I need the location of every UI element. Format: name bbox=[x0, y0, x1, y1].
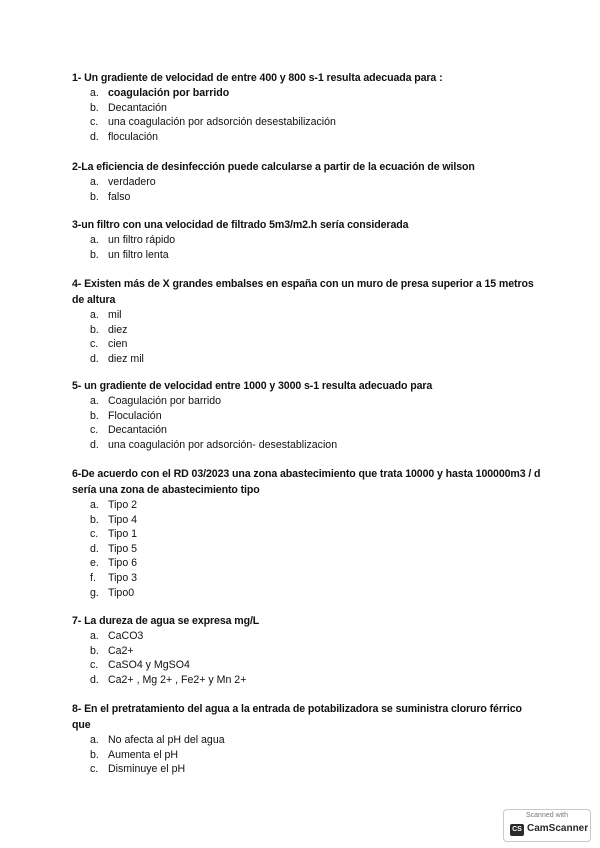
question-4 bbox=[72, 276, 542, 366]
option-letter: b. bbox=[90, 748, 99, 761]
option-letter: d. bbox=[90, 438, 99, 451]
question-text: 1- Un gradiente de velocidad de entre 400 y 800 s-1 resulta adecuada para : bbox=[72, 72, 443, 84]
option-text: mil bbox=[108, 309, 122, 321]
option-item bbox=[72, 673, 542, 688]
option-text: diez mil bbox=[108, 352, 144, 365]
option-text: verdadero bbox=[108, 176, 156, 188]
option-item bbox=[72, 586, 542, 601]
option-list bbox=[72, 308, 542, 366]
option-letter: d. bbox=[90, 352, 99, 365]
option-list bbox=[72, 498, 542, 600]
question-5 bbox=[72, 378, 542, 452]
option-text: Tipo 5 bbox=[108, 542, 138, 555]
option-text: un filtro rápido bbox=[108, 234, 176, 246]
option-item bbox=[72, 248, 542, 263]
option-letter: a. bbox=[90, 176, 99, 188]
option-item bbox=[72, 86, 542, 101]
question-text: 4- Existen más de X grandes embalses en españa con un muro de presa superior a 15 metros de altura bbox=[72, 278, 534, 306]
option-item bbox=[72, 233, 542, 248]
option-item bbox=[72, 629, 542, 644]
option-letter: a. bbox=[90, 630, 99, 642]
option-text: Disminuye el pH bbox=[108, 763, 186, 776]
option-text: Aumenta el pH bbox=[108, 748, 179, 761]
camscanner-name: CamScanner bbox=[527, 823, 589, 834]
option-text: una coagulación por adsorción desestabilización bbox=[108, 116, 336, 129]
option-list bbox=[72, 175, 542, 204]
question-1 bbox=[72, 70, 542, 144]
option-letter: e. bbox=[90, 557, 99, 570]
option-letter: b. bbox=[90, 513, 99, 526]
option-item bbox=[72, 352, 542, 367]
question-3 bbox=[72, 217, 542, 262]
option-item bbox=[72, 748, 542, 763]
question-text: 7- La dureza de agua se expresa mg/L bbox=[72, 615, 260, 627]
option-item bbox=[72, 571, 542, 586]
option-letter: b. bbox=[90, 101, 99, 114]
option-item bbox=[72, 130, 542, 145]
option-text: coagulación por barrido bbox=[108, 87, 230, 99]
option-text: Coagulación por barrido bbox=[108, 395, 222, 407]
option-text: Tipo 3 bbox=[108, 571, 138, 584]
option-item bbox=[72, 423, 542, 438]
option-item bbox=[72, 409, 542, 424]
option-text: Decantación bbox=[108, 101, 167, 114]
option-text: No afecta al pH del agua bbox=[108, 734, 225, 746]
option-letter: c. bbox=[90, 763, 99, 776]
option-item bbox=[72, 762, 542, 777]
option-list bbox=[72, 86, 542, 144]
question-text: 5- un gradiente de velocidad entre 1000 y 3000 s-1 resulta adecuado para bbox=[72, 380, 433, 392]
option-letter: g. bbox=[90, 586, 99, 599]
option-letter: b. bbox=[90, 644, 99, 657]
option-item bbox=[72, 542, 542, 557]
option-letter: d. bbox=[90, 130, 99, 143]
option-text: cien bbox=[108, 338, 128, 351]
option-item bbox=[72, 337, 542, 352]
option-item bbox=[72, 498, 542, 513]
option-letter: c. bbox=[90, 528, 99, 541]
option-item bbox=[72, 101, 542, 116]
camscanner-logo-icon: CS bbox=[510, 824, 524, 836]
option-item bbox=[72, 394, 542, 409]
option-item bbox=[72, 175, 542, 190]
option-text: CaSO4 y MgSO4 bbox=[108, 659, 190, 672]
option-text: CaCO3 bbox=[108, 630, 144, 642]
option-item bbox=[72, 644, 542, 659]
option-item bbox=[72, 438, 542, 453]
option-text: Decantación bbox=[108, 424, 167, 437]
option-item bbox=[72, 190, 542, 205]
option-text: Ca2+ bbox=[108, 644, 134, 657]
question-text: 8- En el pretratamiento del agua a la entrada de potabilizadora se suministra cloruro férrico que bbox=[72, 703, 522, 731]
option-text: Floculación bbox=[108, 409, 162, 422]
option-list bbox=[72, 733, 542, 777]
option-letter: b. bbox=[90, 409, 99, 422]
option-text: Tipo 4 bbox=[108, 513, 138, 526]
option-text: una coagulación por adsorción- desestablizacion bbox=[108, 438, 338, 451]
option-letter: a. bbox=[90, 309, 99, 321]
option-letter: f. bbox=[90, 571, 96, 584]
option-list bbox=[72, 394, 542, 452]
option-list bbox=[72, 233, 542, 262]
option-letter: d. bbox=[90, 542, 99, 555]
option-item bbox=[72, 115, 542, 130]
question-text: 3-un filtro con una velocidad de filtrado 5m3/m2.h sería considerada bbox=[72, 219, 409, 231]
option-item bbox=[72, 323, 542, 338]
option-item bbox=[72, 733, 542, 748]
option-letter: b. bbox=[90, 248, 99, 261]
question-8 bbox=[72, 701, 542, 777]
option-letter: a. bbox=[90, 499, 99, 511]
option-text: Tipo 1 bbox=[108, 528, 138, 541]
option-list bbox=[72, 629, 542, 687]
option-text: Tipo 6 bbox=[108, 557, 138, 570]
option-letter: a. bbox=[90, 734, 99, 746]
option-letter: a. bbox=[90, 395, 99, 407]
option-letter: a. bbox=[90, 234, 99, 246]
option-letter: a. bbox=[90, 87, 99, 99]
option-letter: c. bbox=[90, 338, 99, 351]
option-item bbox=[72, 308, 542, 323]
option-text: Tipo 2 bbox=[108, 499, 138, 511]
option-text: diez bbox=[108, 323, 128, 336]
option-letter: b. bbox=[90, 190, 99, 203]
question-6 bbox=[72, 466, 542, 600]
option-text: falso bbox=[108, 190, 131, 203]
option-item bbox=[72, 513, 542, 528]
question-2 bbox=[72, 159, 542, 204]
question-7 bbox=[72, 613, 542, 687]
question-text: 6-De acuerdo con el RD 03/2023 una zona abastecimiento que trata 10000 y hasta 100000m3 / d sería una zona de abastecimiento tipo bbox=[72, 468, 541, 496]
option-item bbox=[72, 527, 542, 542]
question-text: 2-La eficiencia de desinfección puede calcularse a partir de la ecuación de wilson bbox=[72, 161, 475, 173]
camscanner-watermark bbox=[503, 809, 591, 842]
option-text: floculación bbox=[108, 130, 159, 143]
option-item bbox=[72, 556, 542, 571]
option-letter: c. bbox=[90, 424, 99, 437]
option-text: Ca2+ , Mg 2+ , Fe2+ y Mn 2+ bbox=[108, 673, 247, 686]
option-text: Tipo0 bbox=[108, 586, 135, 599]
option-letter: c. bbox=[90, 116, 99, 129]
scanned-with-label: Scanned with bbox=[525, 812, 569, 819]
option-letter: c. bbox=[90, 659, 99, 672]
option-letter: b. bbox=[90, 323, 99, 336]
option-item bbox=[72, 658, 542, 673]
option-letter: d. bbox=[90, 673, 99, 686]
option-text: un filtro lenta bbox=[108, 248, 169, 261]
